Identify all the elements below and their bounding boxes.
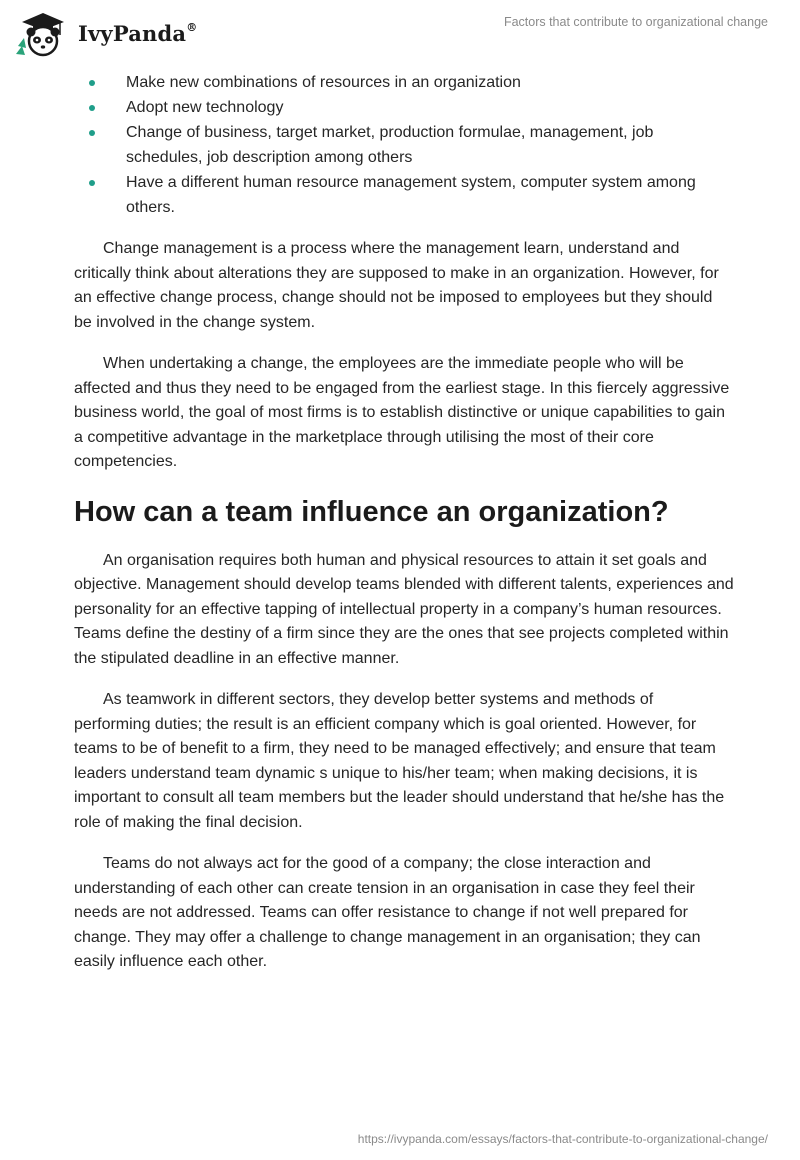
article-body <box>74 70 734 975</box>
paragraph: An organisation requires both human and physical resources to attain it set goals and objective. Management should develop teams blended with different talents, experiences and personality for an effective tapping of intellectual property in a company’s human resources. Teams define the destiny of a firm since they are the ones that see projects completed within the stipulated deadline in an effective manner. <box>74 551 734 667</box>
list-item: Have a different human resource management system, computer system among others. <box>74 170 734 220</box>
bullet-list <box>74 70 734 220</box>
brand-name: IvyPanda® <box>78 20 198 46</box>
paragraph: Teams do not always act for the good of a company; the close interaction and understanding of each other can create tension in an organisation in case they feel their needs are not addressed. Teams can offer resistance to change if not well prepared for change. They may offer a challenge to change management in an organisation; they can easily influence each other. <box>74 855 701 970</box>
bullet-icon <box>89 80 95 86</box>
bullet-icon <box>89 180 95 186</box>
list-item: Change of business, target market, production formulae, management, job schedules, job description among others <box>74 120 734 170</box>
paragraph: As teamwork in different sectors, they develop better systems and methods of performing duties; the result is an efficient company which is goal oriented. However, for teams to be of benefit to a firm, they need to be managed effectively; and ensure that team leaders understand team dynamic s unique to his/her team; when making decisions, it is important to consult all team members but the leader should understand that he/she has the role of making the final decision. <box>74 691 725 831</box>
bullet-icon <box>89 105 95 111</box>
section-heading: How can a team influence an organization? <box>74 495 669 528</box>
bullet-icon <box>89 130 95 136</box>
list-item: Adopt new technology <box>74 95 734 120</box>
list-item: Make new combinations of resources in an organization <box>74 70 734 95</box>
paragraph: When undertaking a change, the employees are the immediate people who will be affected and thus they need to be engaged from the earliest stage. In this fiercely aggressive business world, the goal of most firms is to establish distinctive or unique capabilities to gain a competitive advantage in the marketplace through utilising the most of their core competencies. <box>74 355 730 470</box>
source-url-link[interactable]: https://ivypanda.com/essays/factors-that-contribute-to-organizational-change/ <box>357 1132 768 1146</box>
paragraph: Change management is a process where the management learn, understand and critically think about alterations they are supposed to make in an organization. However, for an effective change process, change should not be imposed to employees but they should be involved in the change system. <box>74 240 719 331</box>
brand-logo[interactable] <box>14 8 197 58</box>
panda-logo-icon <box>14 8 72 58</box>
page-header <box>0 0 800 60</box>
document-title: Factors that contribute to organizational change <box>503 15 768 29</box>
